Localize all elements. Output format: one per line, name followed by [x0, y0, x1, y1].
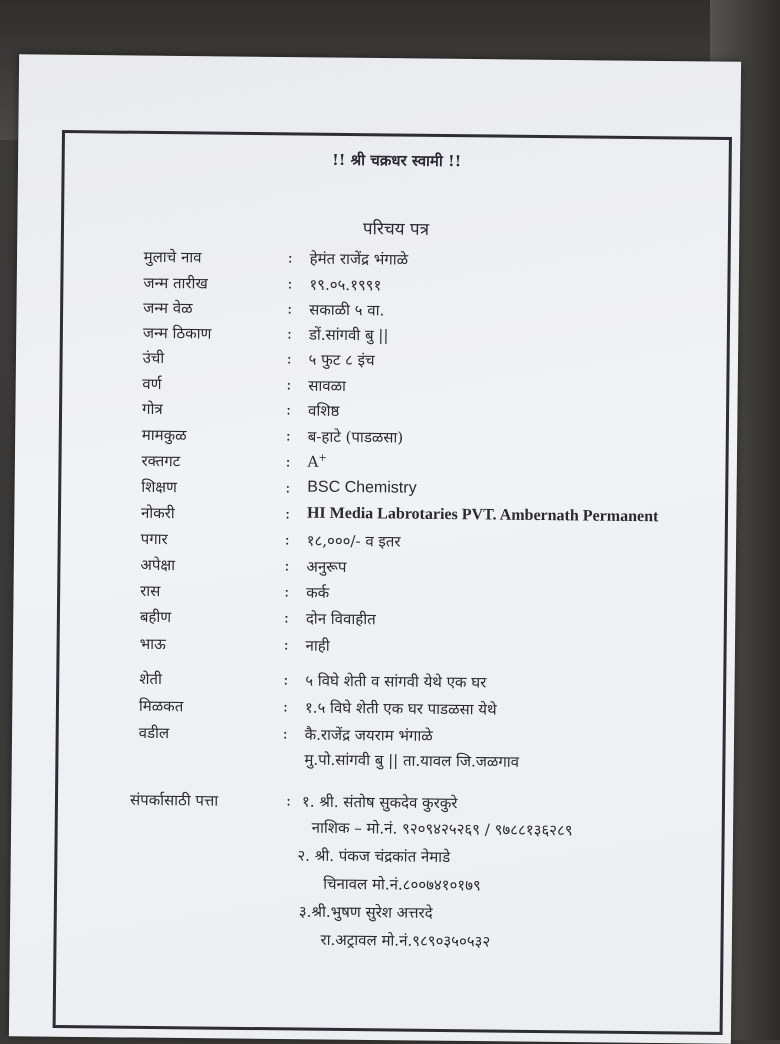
field-label: जन्म वेळ	[143, 298, 193, 318]
field-separator: :	[287, 248, 293, 267]
field-label: नोकरी	[140, 503, 175, 523]
field-value: अनुरूप	[306, 557, 347, 577]
field-value: सावळा	[308, 376, 347, 395]
field-separator: :	[284, 556, 290, 575]
field-separator: :	[287, 299, 293, 318]
field-label: शिक्षण	[141, 477, 178, 497]
blood-group-value: A	[307, 452, 319, 471]
document-title: परिचय पत्र	[362, 219, 430, 240]
field-separator: :	[286, 349, 292, 368]
field-separator: :	[285, 452, 291, 471]
contact-label: संपर्कासाठी पत्ता	[129, 790, 219, 810]
field-separator: :	[284, 530, 290, 549]
field-separator: :	[285, 478, 291, 497]
field-separator: :	[285, 426, 291, 445]
field-label: मुलाचे नाव	[143, 247, 202, 267]
field-value: नाही	[305, 636, 330, 655]
field-value: दोन विवाहीत	[305, 609, 376, 629]
field-separator: :	[283, 635, 289, 654]
field-label: रक्तगट	[141, 451, 181, 471]
field-value: १८,०००/- व इतर	[306, 531, 401, 551]
field-label: शेती	[139, 669, 162, 689]
contact-entry-2-name: २. श्री. पंकज चंद्रकांत नेमाडे	[297, 846, 451, 867]
field-label: वडील	[138, 723, 170, 743]
field-separator: :	[286, 324, 293, 343]
field-label: रास	[140, 581, 161, 601]
field-separator: :	[282, 724, 288, 743]
document-border	[53, 130, 732, 1035]
field-value-continued: मु.पो.सांगवी बु || ता.यावल जि.जळगाव	[304, 750, 520, 771]
field-separator: :	[287, 274, 293, 293]
contact-entry-2-detail: चिनावल मो.नं.८००७४१०१७९	[323, 874, 481, 895]
field-value: ब-हाटे (पाडळसा)	[307, 427, 404, 447]
field-value: सकाळी ५ वा.	[309, 300, 385, 320]
field-label: जन्म ठिकाण	[142, 323, 212, 343]
field-label: पगार	[140, 529, 168, 549]
contact-entry-3-detail: रा.अट्रावल मो.नं.९८९०३५०५३२	[320, 930, 491, 951]
field-label: भाऊ	[139, 634, 166, 654]
field-value: ५ विघे शेती व सांगवी येथे एक घर	[305, 671, 487, 692]
field-label: अपेक्षा	[140, 555, 176, 575]
invocation-heading: !! श्री चक्रधर स्वामी !!	[332, 150, 462, 171]
field-label: मिळकत	[138, 696, 184, 716]
field-separator: :	[284, 582, 290, 601]
contact-entry-1-detail: नाशिक – मो.नं. ९२०९४२५२६९ / ९७८८१३६२८९	[311, 818, 573, 840]
field-value: कै.राजेंद्र जयराम भंगाळे	[304, 725, 433, 745]
field-value: १९.०५.१९९१	[309, 275, 382, 295]
field-value: १.५ विघे शेती एक घर पाडळसा येथे	[304, 698, 497, 719]
field-separator: :	[285, 400, 292, 419]
field-value	[307, 453, 326, 471]
field-value: वशिष्ठ	[307, 401, 340, 420]
field-value: BSC Chemistry	[307, 478, 417, 497]
contact-separator: :	[285, 791, 292, 810]
contact-entry-1-name: १. श्री. संतोष सुकदेव कुरकुरे	[301, 792, 458, 813]
field-label: बहीण	[139, 607, 172, 627]
field-label: उंची	[142, 348, 165, 368]
field-label: मामकुळ	[141, 425, 187, 445]
field-separator: :	[286, 375, 292, 394]
field-value: हेमंत राजेंद्र भंगाळे	[309, 249, 409, 269]
field-separator: :	[284, 504, 291, 523]
field-label: वर्ण	[142, 374, 162, 394]
contact-entry-3-name: ३.श्री.भुषण सुरेश अत्तरदे	[298, 902, 433, 922]
field-separator: :	[283, 608, 290, 627]
field-value: डों.सांगवी बु ||	[308, 325, 389, 345]
field-value: ५ फुट ८ इंच	[308, 350, 375, 370]
field-label: गोत्र	[141, 399, 163, 419]
field-separator: :	[283, 670, 289, 689]
field-value: कर्क	[306, 583, 330, 602]
field-value: HI Media Labrotaries PVT. Ambernath Permanent	[306, 504, 659, 526]
blood-group-rh: +	[318, 452, 327, 464]
field-separator: :	[282, 697, 289, 716]
field-label: जन्म तारीख	[143, 273, 208, 293]
